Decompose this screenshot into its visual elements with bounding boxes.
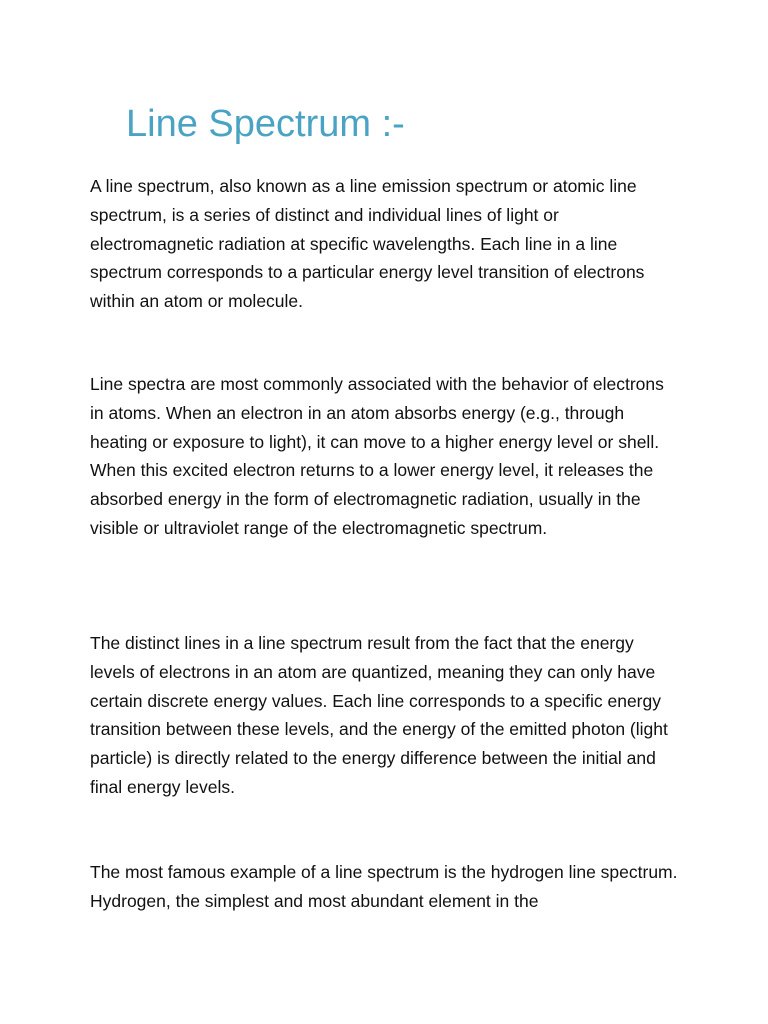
paragraph-definition: A line spectrum, also known as a line emission spectrum or atomic line spectrum, is a series of distinct and individual lines of light or electromagnetic radiation at specific wavelengths. Each line in a line spectrum corresponds to a particular energy level transition of electrons within an atom or molecule. xyxy=(90,176,645,312)
paragraph-hydrogen-example: The most famous example of a line spectrum is the hydrogen line spectrum. Hydrogen, the simplest and most abundant element in the xyxy=(90,862,678,911)
paragraph-quantized-levels: The distinct lines in a line spectrum result from the fact that the energy levels of electrons in an atom are quantized, meaning they can only have certain discrete energy values. Each line corresponds to a specific energy transition between these levels, and the energy of the emitted photon (light particle) is directly related to the energy difference between the initial and final energy levels. xyxy=(90,633,668,797)
page-title: Line Spectrum :- xyxy=(126,103,405,145)
paragraph-electron-behavior: Line spectra are most commonly associated with the behavior of electrons in atoms. When an electron in an atom absorbs energy (e.g., through heating or exposure to light), it can move to a higher energy level or shell. When this excited electron returns to a lower energy level, it releases the absorbed energy in the form of electromagnetic radiation, usually in the visible or ultraviolet range of the electromagnetic spectrum. xyxy=(90,374,664,538)
